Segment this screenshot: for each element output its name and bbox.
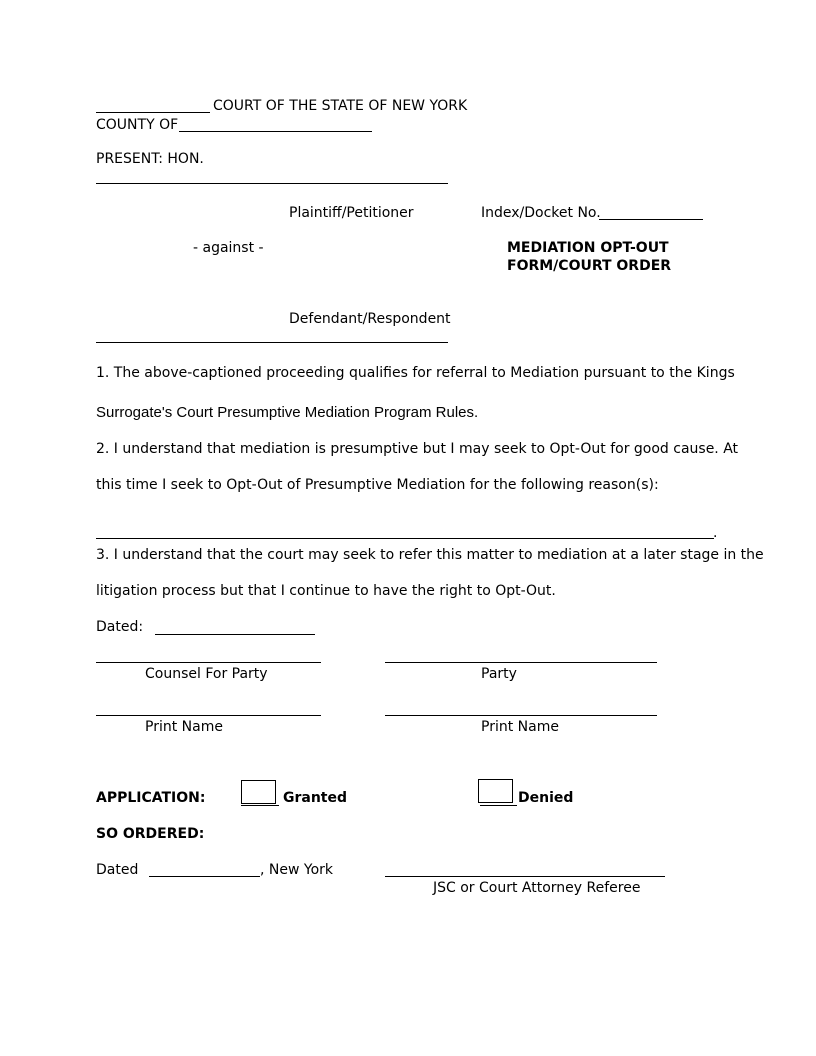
reason-line[interactable] (96, 538, 714, 539)
court-name-blank[interactable] (96, 112, 210, 113)
granted-label: Granted (283, 790, 348, 806)
dated-blank[interactable] (155, 634, 315, 635)
paragraph-1-line-2: Surrogate's Court Presumptive Mediation Program Rules. (96, 404, 479, 421)
present-label: PRESENT: HON. (96, 151, 204, 167)
paragraph-2-line-1: 2. I understand that mediation is presumptive but I may seek to Opt-Out for good cause. At (96, 441, 739, 457)
caption-bottom-line (96, 342, 448, 343)
application-label: APPLICATION: (96, 790, 206, 806)
paragraph-3-line-1: 3. I understand that the court may seek to refer this matter to mediation at a later stage in the (96, 547, 764, 563)
paragraph-1-line-1: 1. The above-captioned proceeding qualifies for referral to Mediation pursuant to the Kings (96, 365, 735, 381)
counsel-label: Counsel For Party (145, 666, 268, 682)
judge-signature-line[interactable] (385, 876, 665, 877)
court-title: COURT OF THE STATE OF NEW YORK (213, 98, 468, 114)
paragraph-2-line-2: this time I seek to Opt-Out of Presumptive Mediation for the following reason(s): (96, 477, 659, 493)
denied-label: Denied (518, 790, 574, 806)
county-label: COUNTY OF (96, 117, 179, 133)
order-dated-label: Dated (96, 862, 139, 878)
signer-label: JSC or Court Attorney Referee (433, 880, 641, 896)
counsel-print-name-line[interactable] (96, 715, 321, 716)
against-label: - against - (193, 240, 264, 256)
counsel-print-name-label: Print Name (145, 719, 223, 735)
party-signature-line[interactable] (385, 662, 657, 663)
granted-checkbox[interactable] (241, 780, 276, 804)
defendant-label: Defendant/Respondent (289, 311, 451, 327)
denied-checkbox[interactable] (478, 779, 513, 803)
paragraph-3-line-2: litigation process but that I continue to have the right to Opt-Out. (96, 583, 556, 599)
plaintiff-name-line[interactable] (96, 183, 448, 184)
granted-checkbox-underline (241, 805, 279, 806)
form-title-line2: FORM/COURT ORDER (507, 258, 672, 274)
party-label: Party (481, 666, 517, 682)
index-number-blank[interactable] (599, 219, 703, 220)
so-ordered-label: SO ORDERED: (96, 826, 205, 842)
reason-line-end: . (713, 525, 718, 541)
party-print-name-label: Print Name (481, 719, 559, 735)
county-blank[interactable] (179, 131, 372, 132)
party-print-name-line[interactable] (385, 715, 657, 716)
counsel-signature-line[interactable] (96, 662, 321, 663)
denied-checkbox-underline (480, 805, 517, 806)
location-label: , New York (260, 862, 334, 878)
dated-label: Dated: (96, 619, 144, 635)
order-date-blank[interactable] (149, 876, 260, 877)
index-label: Index/Docket No. (481, 205, 601, 221)
plaintiff-label: Plaintiff/Petitioner (289, 205, 414, 221)
form-title-line1: MEDIATION OPT-OUT (507, 240, 669, 256)
